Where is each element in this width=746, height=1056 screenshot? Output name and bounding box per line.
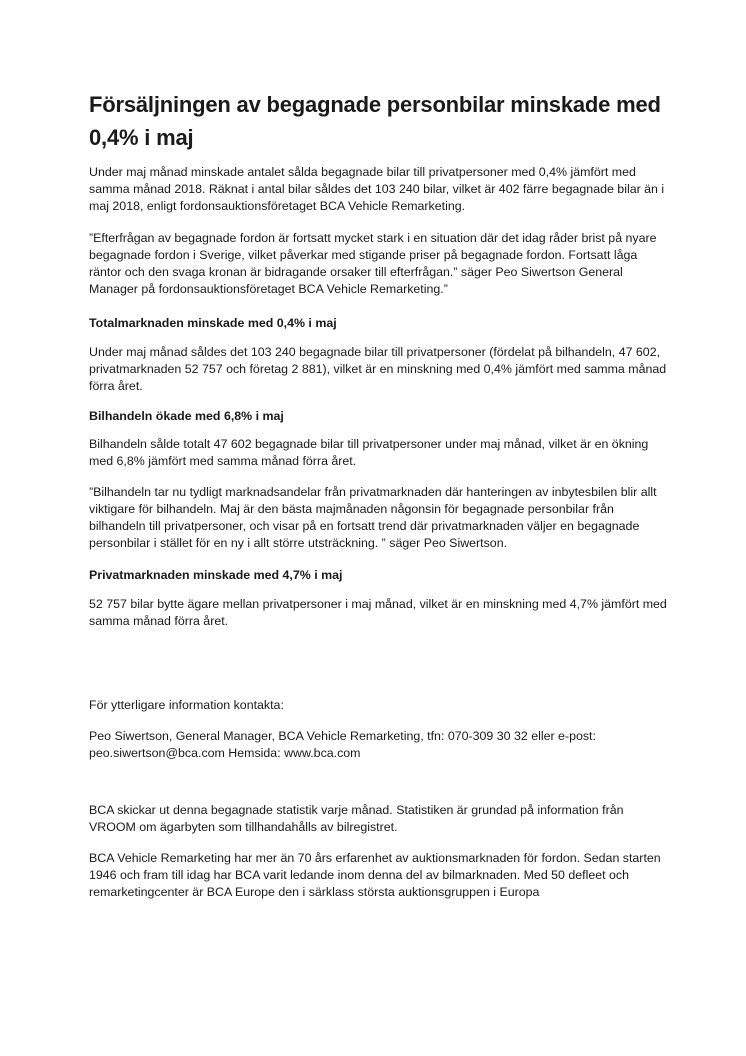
contact-intro: För ytterligare information kontakta: xyxy=(89,698,284,712)
about-statistics-paragraph: BCA skickar ut denna begagnade statistik varje månad. Statistiken är grundad på information från VROOM om ägarbyten som tillhandahålls av bilregistret. xyxy=(89,803,624,834)
dealers-quote-paragraph: ”Bilhandeln tar nu tydligt marknadsandelar från privatmarknaden där hanteringen av inbytesbilen blir allt viktigare för bilhandeln. Maj är den bästa majmånaden någonsin för begagnade personbilar från bilhandeln till privatpersoner, och visar på en fortsatt trend där privatmarknaden väljer en begagnade personbilar i stället för en ny i allt större utsträckning. ” säger Peo Siwertson. xyxy=(89,485,657,550)
about-company-paragraph: BCA Vehicle Remarketing har mer än 70 års erfarenhet av auktionsmarknaden för fordon. Sedan starten 1946 och fram till idag har BCA varit ledande inom denna del av bilmarknaden. Med 50 defleet och remarketingcenter är BCA Europe den i särklass största auktionsgruppen i Europa xyxy=(89,851,661,899)
page-title: Försäljningen av begagnade personbilar minskade med 0,4% i maj xyxy=(89,92,661,150)
contact-details: Peo Siwertson, General Manager, BCA Vehicle Remarketing, tfn: 070-309 30 32 eller e-post: peo.siwertson@bca.com Hemsida: www.bca.com xyxy=(89,729,596,760)
section-heading-dealers: Bilhandeln ökade med 6,8% i maj xyxy=(89,409,284,423)
section-heading-total-market: Totalmarknaden minskade med 0,4% i maj xyxy=(89,316,337,330)
section-body-private-market: 52 757 bilar bytte ägare mellan privatpersoner i maj månad, vilket är en minskning med 4,7% jämfört med samma månad förra året. xyxy=(89,597,667,628)
section-body-total-market: Under maj månad såldes det 103 240 begagnade bilar till privatpersoner (fördelat på bilhandeln, 47 602, privatmarknaden 52 757 och företag 2 881), vilket är en minskning med 0,4% jämfört med samma månad förra året. xyxy=(89,345,667,393)
intro-paragraph: Under maj månad minskade antalet sålda begagnade bilar till privatpersoner med 0,4% jämfört med samma månad 2018. Räknat i antal bilar såldes det 103 240 bilar, vilket är 402 färre begagnade bilar än i maj 2018, enligt fordonsauktionsföretaget BCA Vehicle Remarketing. xyxy=(89,165,665,213)
section-heading-private-market: Privatmarknaden minskade med 4,7% i maj xyxy=(89,568,343,582)
section-body-dealers: Bilhandeln sålde totalt 47 602 begagnade bilar till privatpersoner under maj månad, vilket är en ökning med 6,8% jämfört med samma månad förra året. xyxy=(89,437,649,468)
quote-paragraph: ”Efterfrågan av begagnade fordon är fortsatt mycket stark i en situation där det idag råder brist på nyare begagnade fordon i Sverige, vilket påverkar med stigande priser på begagnade fordon. Fortsatt låga räntor och den svaga kronan är bidragande orsaker till efterfrågan.” säger Peo Siwertson General Manager på fordonsauktionsföretaget BCA Vehicle Remarketing.” xyxy=(89,231,657,296)
